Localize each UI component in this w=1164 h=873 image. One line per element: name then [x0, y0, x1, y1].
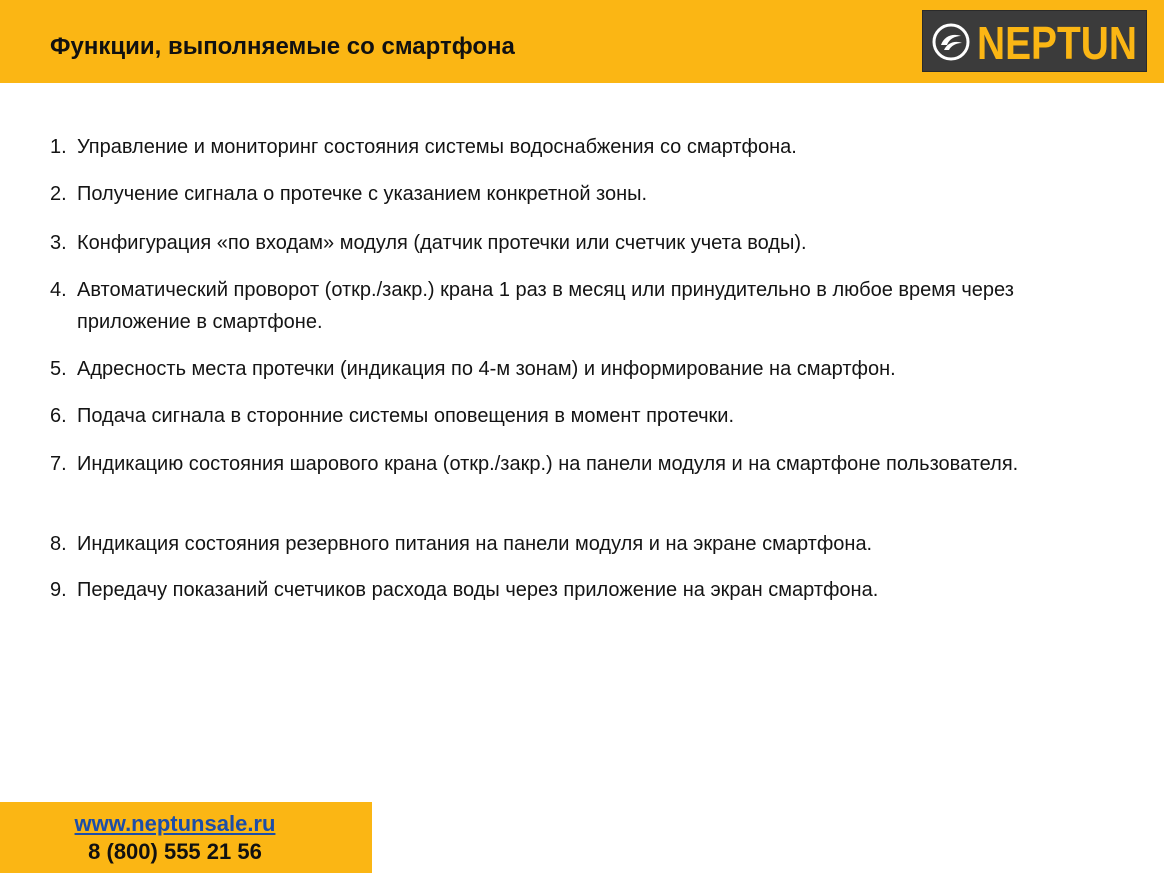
- list-item-text: Передачу показаний счетчиков расхода воды через приложение на экран смартфона.: [77, 579, 879, 601]
- logo-text: NEPTUN: [977, 17, 1137, 69]
- list-item-number: 4.: [50, 279, 67, 301]
- list-item-number: 3.: [50, 232, 67, 254]
- list-item-number: 7.: [50, 453, 67, 475]
- list-item: [50, 353, 1110, 385]
- footer-contact-box: [0, 802, 372, 873]
- list-item-text: Подача сигнала в сторонние системы оповещения в момент протечки.: [77, 405, 735, 427]
- list-item-number: 8.: [50, 533, 67, 555]
- list-item: [50, 528, 1110, 560]
- list-item: [50, 227, 1110, 259]
- list-item: [50, 131, 1110, 163]
- list-item-text: Автоматический проворот (откр./закр.) крана 1 раз в месяц или принудительно в любое время через приложение в смартфоне.: [77, 279, 1014, 333]
- phone-number: 8 (800) 555 21 56: [88, 839, 262, 864]
- page-title: Функции, выполняемые со смартфона: [50, 33, 515, 60]
- list-item: [50, 448, 1110, 480]
- list-item-text: Получение сигнала о протечке с указанием конкретной зоны.: [77, 183, 648, 205]
- header-bar: [0, 0, 1164, 83]
- list-item-text: Конфигурация «по входам» модуля (датчик протечки или счетчик учета воды).: [77, 232, 807, 254]
- list-item: [50, 178, 1110, 210]
- list-item: [50, 274, 1110, 338]
- neptun-logo-wordmark: [977, 17, 1141, 67]
- list-item-number: 1.: [50, 136, 67, 158]
- list-item-text: Индикацию состояния шарового крана (откр./закр.) на панели модуля и на смартфоне пользователя.: [77, 453, 1019, 475]
- list-item: [50, 574, 1110, 606]
- list-item-text: Индикация состояния резервного питания на панели модуля и на экране смартфона.: [77, 533, 873, 555]
- neptun-logo: [922, 10, 1147, 72]
- list-item-number: 5.: [50, 358, 67, 380]
- list-item-text: Управление и мониторинг состояния системы водоснабжения со смартфона.: [77, 136, 797, 158]
- list-item-number: 9.: [50, 579, 67, 601]
- website-link[interactable]: www.neptunsale.ru: [74, 811, 276, 836]
- list-item-text: Адресность места протечки (индикация по 4-м зонам) и информирование на смартфон.: [77, 358, 896, 380]
- list-item-number: 6.: [50, 405, 67, 427]
- list-item-number: 2.: [50, 183, 67, 205]
- neptun-wave-logo-icon: [932, 23, 970, 61]
- list-item: [50, 400, 1110, 432]
